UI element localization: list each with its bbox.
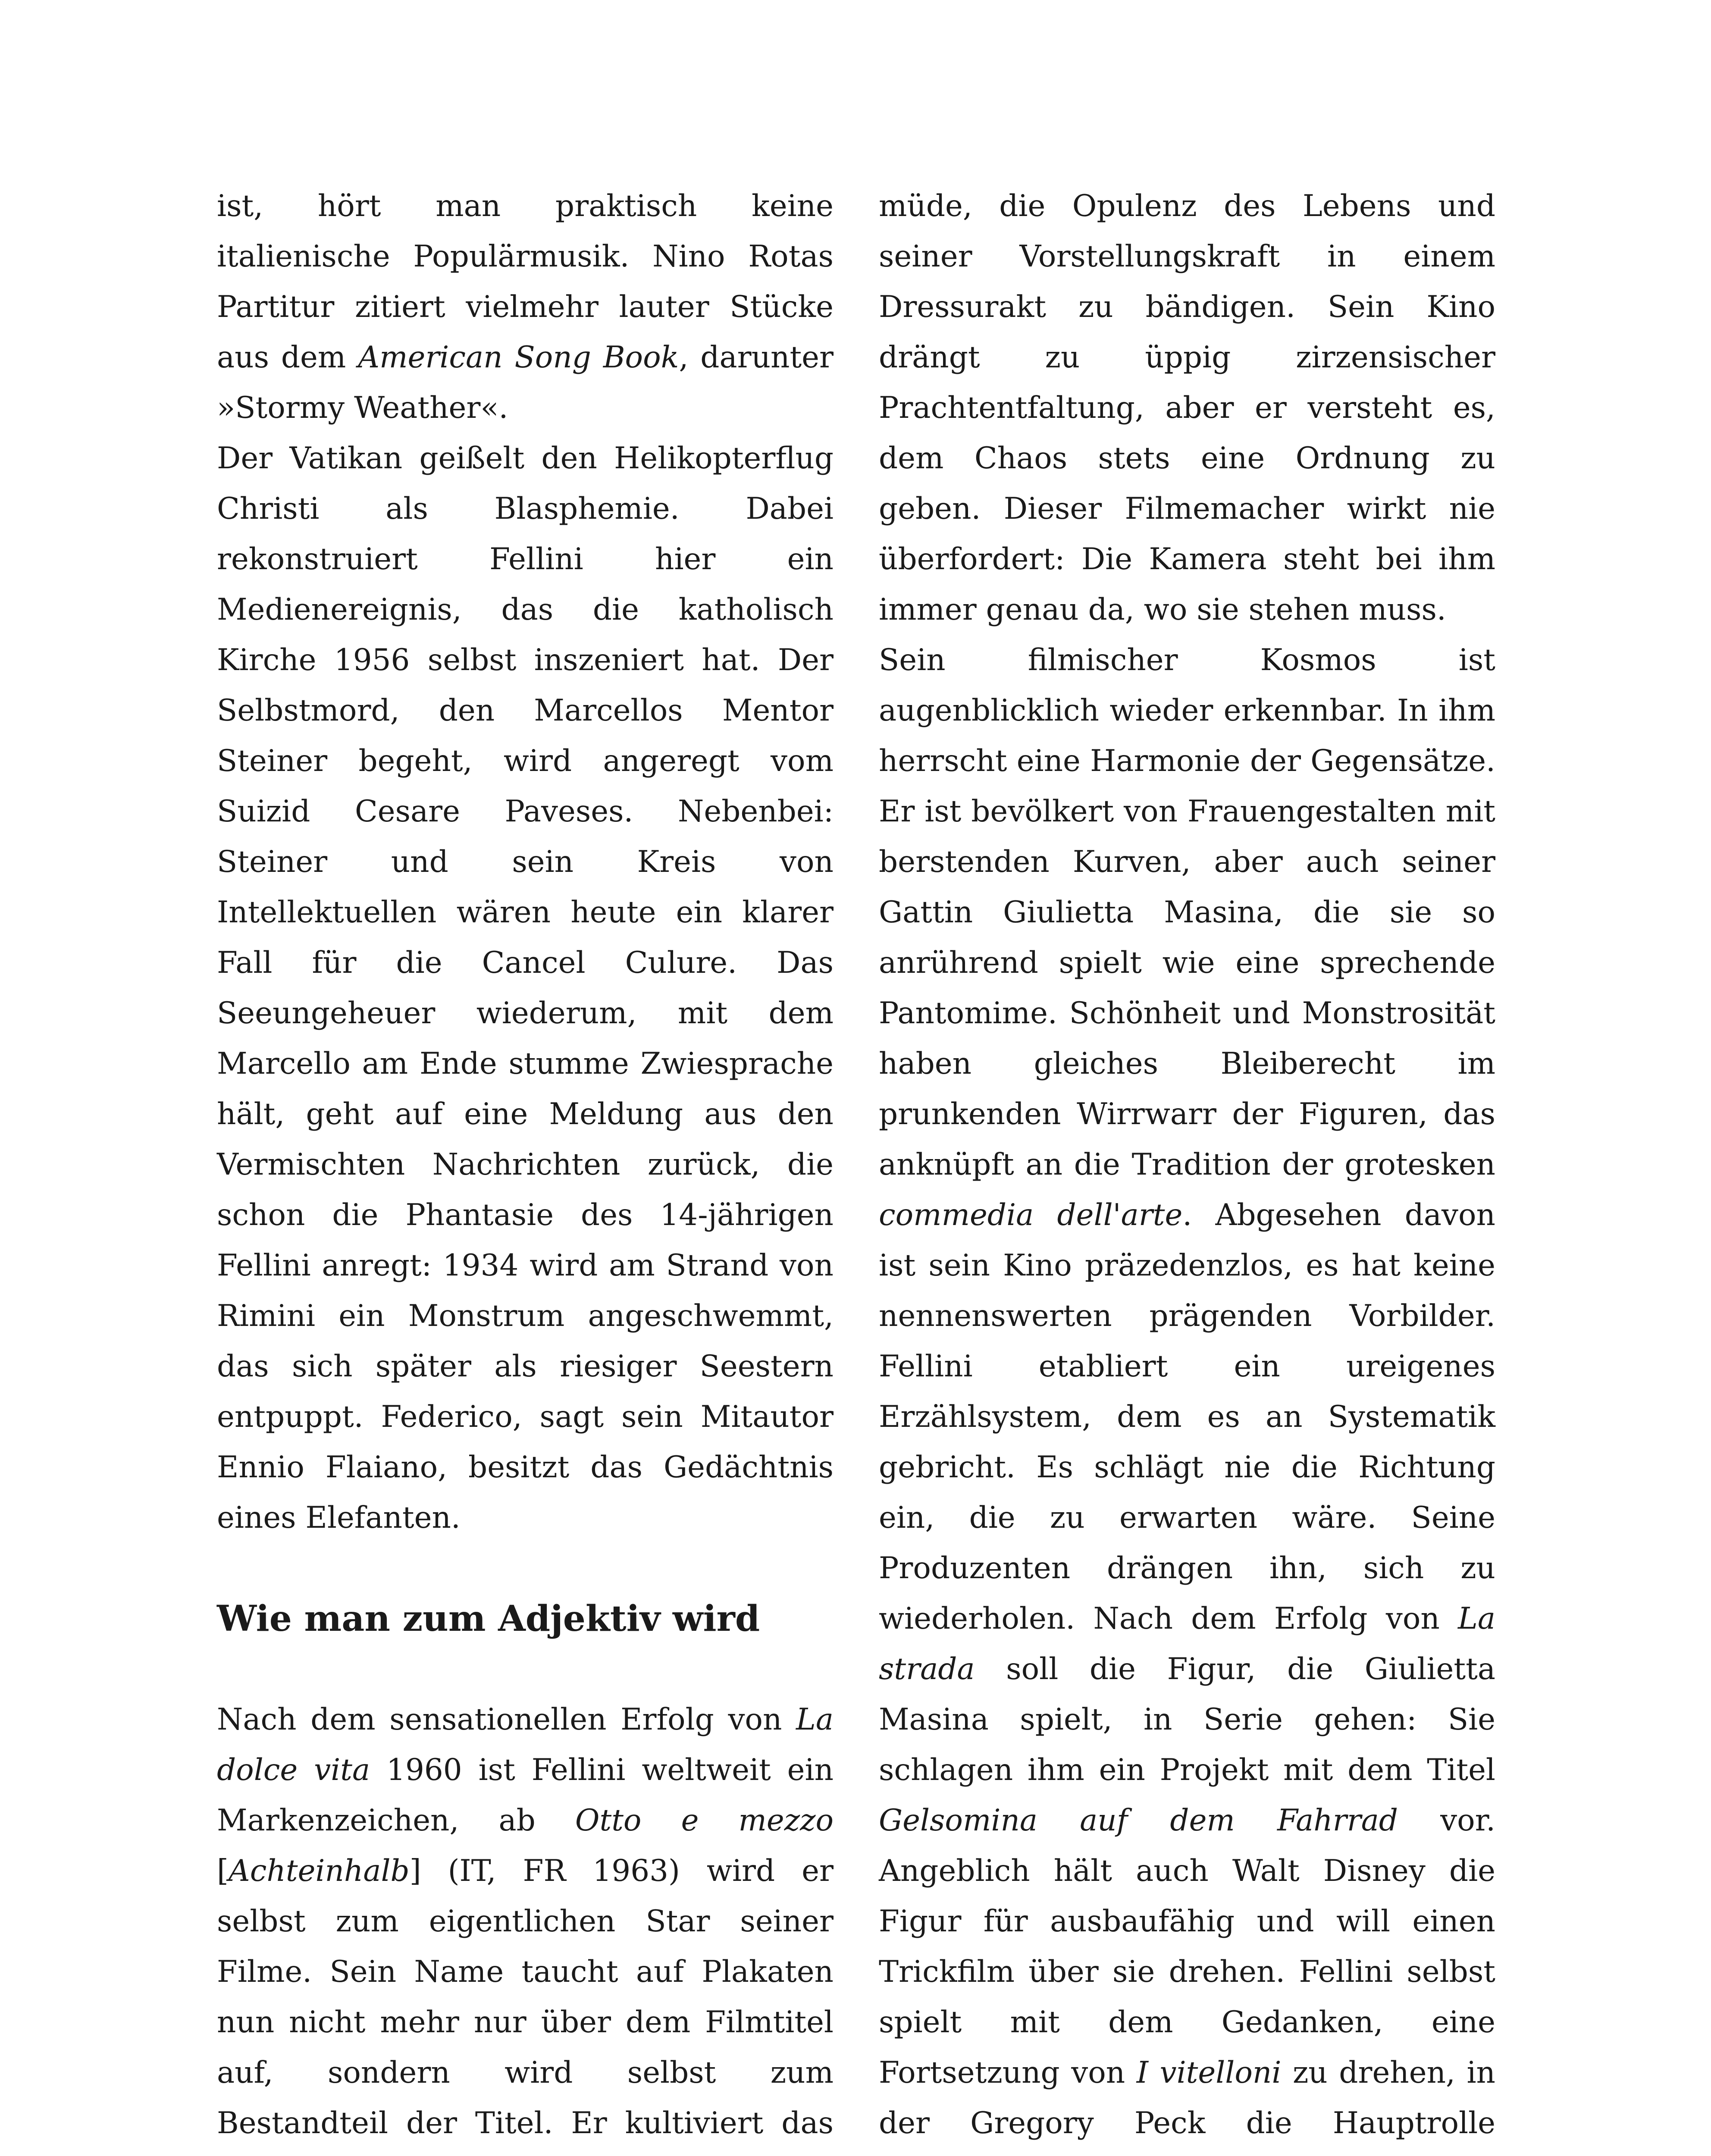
italic-title: La dolce vita [217, 1702, 834, 1787]
italic-title: Gelsomina auf dem Fahrrad [879, 1803, 1398, 1838]
left-column [217, 181, 834, 2156]
text-run: ] (IT, FR 1963) wird er selbst zum eigentlichen Star seiner Filme. Sein Name taucht auf Plakaten nun nicht mehr nur über dem Filmtitel auf, sondern wird selbst zum Bestandteil der Titel. Er kultiviert das [217, 1854, 834, 2140]
paragraph [879, 635, 1495, 2156]
italic-title: commedia dell'arte [879, 1198, 1183, 1232]
text-run: [ [217, 1854, 229, 1888]
paragraph: müde, die Opulenz des Lebens und seiner Vorstellungskraft in einem Dressurakt zu bändigen. Sein Kino drängt zu üppig zirzensischer Prachtentfaltung, aber er versteht es, dem Chaos stets eine Ordnung zu geben. Dieser Filmemacher wirkt nie überfordert: Die Kamera steht bei ihm immer genau da, wo sie stehen muss. [879, 189, 1495, 627]
text-run: Sein filmischer Kosmos ist augenblicklich wieder erkennbar. In ihm herrscht eine Harmonie der Gegensätze. Er ist bevölkert von Frauengestalten mit berstenden Kurven, aber auch seiner Gattin Giulietta Masina, die sie so anrührend spielt wie eine sprechende Pantomime. Schönheit und Monstrosität haben gleiches Bleiberecht im prunkenden Wirrwarr der Figuren, das anknüpft an die Tradition der grotesken [879, 643, 1495, 1182]
text-run: 1960 ist Fellini weltweit ein Markenzeichen, ab [217, 1753, 834, 1838]
section-heading: Wie man zum Adjektiv wird [217, 1598, 760, 1639]
paragraph [217, 1695, 834, 2156]
italic-title: I vitelloni [1136, 2056, 1282, 2090]
text-run: zu drehen, in der Gregory Peck die Hauptrolle [879, 2056, 1495, 2140]
paragraph [217, 181, 834, 433]
italic-title: Otto e mezzo [575, 1803, 834, 1838]
text-run: , darunter »Stormy Weather«. [217, 340, 834, 425]
text-run: Nach dem sensationellen Erfolg von [217, 1702, 796, 1737]
text-run: vor. Angeblich hält auch Walt Disney die Figur für ausbaufähig und will einen Trickfilm über sie drehen. Fellini selbst spielt mit dem Gedanken, eine Fortsetzung von [879, 1803, 1495, 2090]
italic-title: La strada [879, 1601, 1495, 1686]
text-run: ist, hört man praktisch keine italienische Populärmusik. Nino Rotas Partitur zitiert vielmehr lauter Stücke aus dem [217, 189, 834, 375]
italic-title: American Song Book [358, 340, 679, 375]
paragraph: Der Vatikan geißelt den Helikopterflug Christi als Blasphemie. Dabei rekonstruiert Fellini hier ein Medienereignis, das die katholisch Kirche 1956 selbst inszeniert hat. Der Selbstmord, den Marcellos Mentor Steiner begeht, wird angeregt vom Suizid Cesare Paveses. Nebenbei: Steiner und sein Kreis von Intellektuellen wären heute ein klarer Fall für die Cancel Culure. Das Seeungeheuer wiederum, mit dem Marcello am Ende stumme Zwiesprache hält, geht auf eine Meldung aus den Vermischten Nachrichten zurück, die schon die Phantasie des 14-jährigen Fellini anregt: 1934 wird am Strand von Rimini ein Monstrum angeschwemmt, das sich später als riesiger Seestern entpuppt. Federico, sagt sein Mitautor Ennio Flaiano, besitzt das Gedächtnis eines Elefanten. [217, 441, 834, 1535]
italic-title: Achteinhalb [228, 1854, 410, 1888]
text-run: soll die Figur, die Giulietta Masina spielt, in Serie gehen: Sie schlagen ihm ein Projekt mit dem Titel [879, 1652, 1495, 1787]
text-run: . Abgesehen davon ist sein Kino präzedenzlos, es hat keine nennenswerten prägenden Vorbilder. Fellini etabliert ein ureigenes Erzählsystem, dem es an Systematik gebricht. Es schlägt nie die Richtung ein, die zu erwarten wäre. Seine Produzenten drängen ihn, sich zu wiederholen. Nach dem Erfolg von [879, 1198, 1495, 1636]
right-column [879, 181, 1495, 2156]
